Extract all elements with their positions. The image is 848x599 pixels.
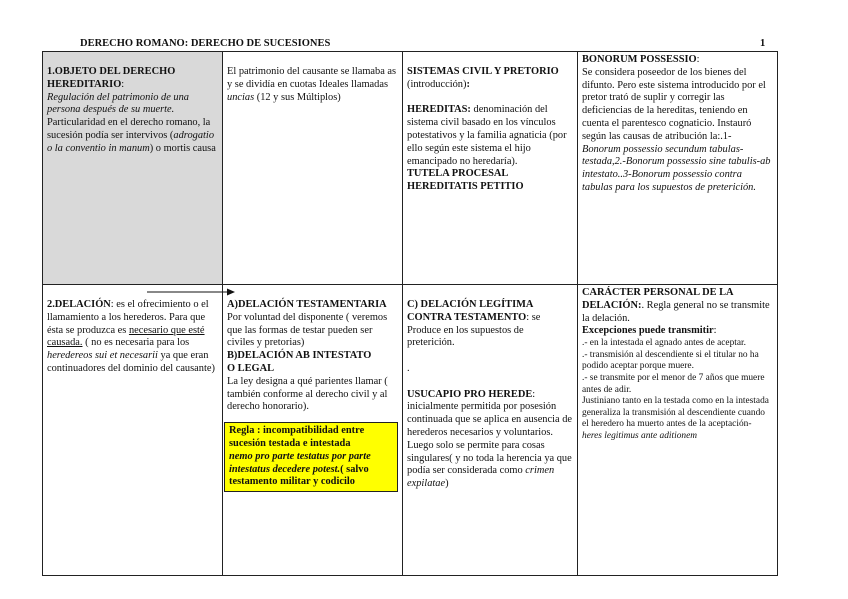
regla-box: Regla : incompatibilidad entre sucesión testada e intestada nemo pro parte testatus por parte intestatus decedere potest.( salvo testamento militar y codicilo <box>224 422 398 492</box>
usucapio-heading: USUCAPIO PRO HEREDE <box>407 388 533 400</box>
cell-patrimonio: El patrimonio del causante se llamaba as y se dividía en cuotas Ideales llamadas uncias (12 y sus Múltiplos) <box>223 52 403 285</box>
objeto-definition: Regulación del patrimonio de una persona después de su muerte <box>47 91 189 116</box>
list-item: .- se transmite por el menor de 7 años que muere antes de adir. <box>582 372 765 395</box>
list-item: .- en la intestada el agnado antes de aceptar. <box>582 338 746 349</box>
excepciones-label: Excepciones puede transmitir <box>582 325 714 337</box>
list-item: .- transmisión al descendiente si el titular no ha podido aceptar porque muere. <box>582 349 759 372</box>
page-number: 1 <box>760 38 766 49</box>
delacion-legitima-heading: C) DELACIÓN LEGÍTIMA CONTRA TESTAMENTO <box>407 299 533 323</box>
table-row <box>43 285 778 576</box>
sucesiones-table <box>42 51 778 576</box>
cell-delacion-tipos: A)DELACIÓN TESTAMENTARIA Por voluntad del disponente ( veremos que las formas de testar pueden ser civiles y pretorias) B)DELACIÓN AB INTESTATO O LEGAL La ley designa a qué parientes llamar ( también conforme al derecho civil y al derecho honorario). Regla : incompatibilidad entre sucesión testada e intestada nemo pro parte testatus por parte intestatus decedere potest.( salvo testamento militar y codicilo <box>223 285 403 576</box>
table-row <box>43 52 778 285</box>
list-item: Justiniano tanto en la testada como en la intestada generaliza la transmisión al descendiente cuando el heredero ha muerto antes de la aceptación- heres legitimus ante aditionem <box>582 396 769 441</box>
arrow-icon <box>147 287 235 297</box>
cell-objeto: 1.OBJETO DEL DERECHO HEREDITARIO: Regulación del patrimonio de una persona después de su muerte. Particularidad en el derecho romano, la sucesión podía ser intervivos (adrogatio o la conventio in manum) o mortis causa <box>43 52 223 285</box>
cell-caracter-personal: CARÁCTER PERSONAL DE LA DELACIÓN:. Regla general no se transmite la delación. Excepciones puede transmitir: .- en la intestada el agnado antes de aceptar. .- transmisión al descendiente si el titular no ha podido aceptar porque muere. .- se transmite por el menor de 7 años que muere antes de adir. Justiniano tanto en la testada como en la intestada generaliza la transmisión al descendiente cuando el heredero ha muerto antes de la aceptación- heres legitimus ante aditionem <box>578 285 778 576</box>
hereditas-label: HEREDITAS: <box>407 104 471 116</box>
delacion-testamentaria-heading: A)DELACIÓN TESTAMENTARIA <box>227 299 387 310</box>
cell-sistemas: SISTEMAS CIVIL Y PRETORIO (introducción): HEREDITAS: denominación del sistema civil basado en los vínculos potestativos y la familia agnaticia (por ello según este sistema el hijo emancipado no heredaría). TUTELA PROCESAL HEREDITATIS PETITIO <box>403 52 578 285</box>
cell-bonorum: BONORUM POSSESSIO: Se considera poseedor de los bienes del difunto. Pero este sistema introducido por el pretor trató de suplir y corregir las deficiencias de la hereditas, teniendo en cuenta el parentesco cognaticio. Instauró según las causas de atribución la:.1- Bonorum possessio secundum tabulas- testada,2.-Bonorum possessio sine tabulis-ab intestato..3-Bonorum possessio contra tabulas para los supuestos de preterición. <box>578 52 778 285</box>
tutela-heading: TUTELA PROCESAL HEREDITATIS PETITIO <box>407 168 524 193</box>
sistemas-heading: SISTEMAS CIVIL Y PRETORIO <box>407 66 559 77</box>
cell-delacion: 2.DELACIÓN: es el ofrecimiento o el llamamiento a los herederos. Para que ésta se produzca es necesario que esté causada. ( no es necesaria para los heredereos sui et necesarii ya que eran continuadores del dominio del causante) <box>43 285 223 576</box>
caracter-heading: CARÁCTER PERSONAL DE LA DELACIÓN <box>582 287 733 311</box>
delacion-heading: 2.DELACIÓN <box>47 299 111 310</box>
delacion-intestato-heading: B)DELACIÓN AB INTESTATO <box>227 350 372 362</box>
bonorum-heading: BONORUM POSSESSIO <box>582 54 697 65</box>
document-title: DERECHO ROMANO: DERECHO DE SUCESIONES <box>80 38 331 49</box>
cell-delacion-legitima: C) DELACIÓN LEGÍTIMA CONTRA TESTAMENTO: se Produce en los supuestos de preterición. . USUCAPIO PRO HEREDE: inicialmente permitida por posesión continuada que se aplica en ausencia de herederos necesarios y voluntarios. Luego solo se permite para cosas singulares( y no toda la herencia ya que podía ser considerada como crimen expilatae) <box>403 285 578 576</box>
objeto-heading: 1.OBJETO DEL DERECHO HEREDITARIO <box>47 66 176 90</box>
